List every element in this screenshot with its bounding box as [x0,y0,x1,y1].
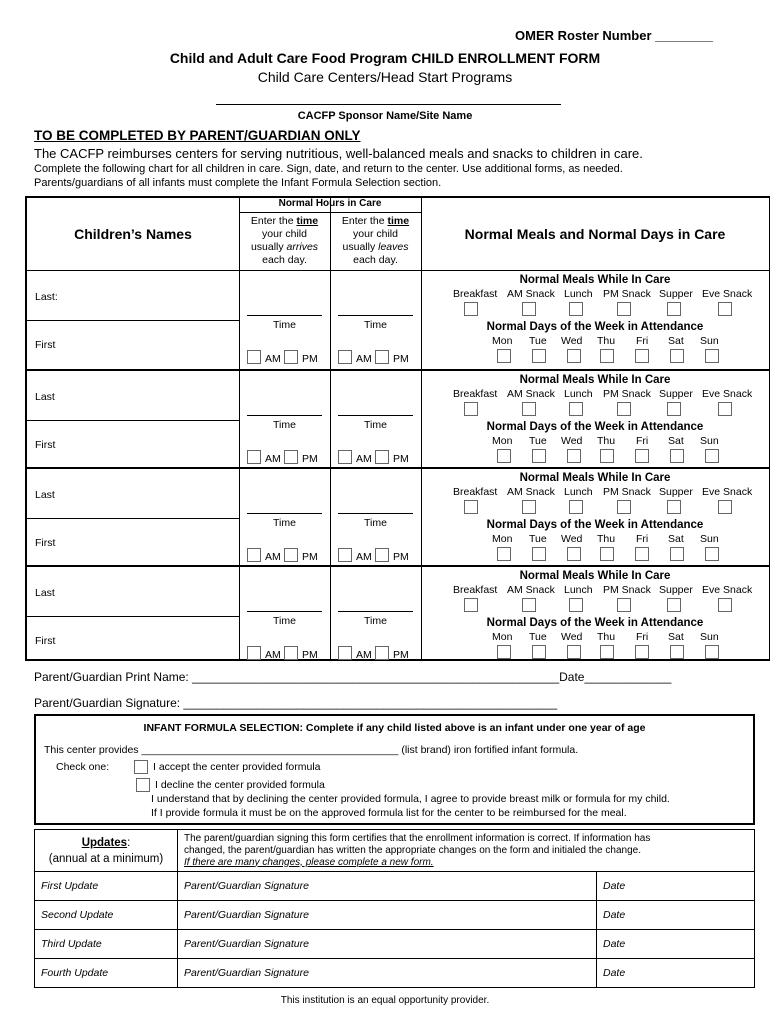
day-checkbox[interactable] [497,645,511,659]
parent-heading: TO BE COMPLETED BY PARENT/GUARDIAN ONLY [34,128,361,143]
pm-label: PM [302,453,318,465]
day-label: Sun [700,631,719,643]
day-label: Sat [668,631,684,643]
time-label: Time [364,615,387,627]
meal-label: Supper [659,584,693,596]
update-row [35,959,755,988]
am-label: AM [356,453,372,465]
meal-checkbox[interactable] [617,500,631,514]
meal-label: Breakfast [453,584,498,596]
day-checkbox[interactable] [705,449,719,463]
day-label: Wed [561,533,583,545]
meal-checkbox[interactable] [522,302,536,316]
meal-label: Lunch [564,486,593,498]
updates-header: Updates: (annual at a minimum) [35,830,178,872]
accept-formula-label: I accept the center provided formula [153,761,321,773]
day-checkbox[interactable] [600,449,614,463]
meal-label: AM Snack [507,584,555,596]
am-label: AM [265,649,281,661]
day-checkbox[interactable] [532,449,546,463]
update-date-field[interactable]: Date [597,930,755,959]
meal-checkbox[interactable] [522,598,536,612]
time-label: Time [364,517,387,529]
day-label: Wed [561,435,583,447]
time-label: Time [273,615,296,627]
leave-pm-checkbox[interactable] [375,450,389,464]
update-signature-field[interactable]: Parent/Guardian Signature [178,959,597,988]
meal-label: Breakfast [453,388,498,400]
meal-checkbox[interactable] [667,402,681,416]
days-heading: Normal Days of the Week in Attendance [486,519,704,531]
meal-checkbox[interactable] [667,500,681,514]
day-label: Sun [700,533,719,545]
update-label: First Update [35,872,178,901]
meals-heading: Normal Meals While In Care [519,472,671,484]
update-date-field[interactable]: Date [597,901,755,930]
time-label: Time [273,419,296,431]
meal-label: Supper [659,388,693,400]
leave-time-field[interactable] [338,513,413,514]
last-name-label: Last [35,489,55,501]
meals-heading: Normal Meals While In Care [519,374,671,386]
meal-checkbox[interactable] [718,500,732,514]
pm-label: PM [393,353,409,365]
day-label: Sat [668,435,684,447]
meal-label: AM Snack [507,388,555,400]
day-checkbox[interactable] [635,349,649,363]
day-label: Mon [492,631,513,643]
children-table [25,196,770,661]
arrive-pm-checkbox[interactable] [284,450,298,464]
meal-checkbox[interactable] [569,402,583,416]
day-label: Mon [492,335,513,347]
last-name-label: Last [35,587,55,599]
arrive-pm-checkbox[interactable] [284,646,298,660]
intro-line-2: Complete the following chart for all children in care. Sign, date, and return to the center. Use additional forms, as needed. [34,163,623,175]
footer-note: This institution is an equal opportunity provider. [280,995,490,1006]
day-checkbox[interactable] [567,645,581,659]
day-checkbox[interactable] [635,645,649,659]
child-row [27,271,769,369]
day-label: Fri [636,631,649,643]
last-name-label: Last: [35,291,58,303]
child-row [27,369,769,469]
day-label: Tue [529,533,547,545]
meals-heading: Normal Meals While In Care [519,570,671,582]
child-row [27,565,769,665]
am-label: AM [265,551,281,563]
day-label: Tue [529,631,547,643]
infant-title: INFANT FORMULA SELECTION: Complete if any child listed above is an infant under one year of age [143,722,646,734]
formula-brand-line[interactable]: This center provides ____________________________________________ (list brand) iron fortified infant formula. [44,744,579,756]
day-checkbox[interactable] [670,349,684,363]
am-label: AM [356,649,372,661]
day-checkbox[interactable] [670,645,684,659]
meal-checkbox[interactable] [464,402,478,416]
update-row [35,930,755,959]
meal-checkbox[interactable] [464,598,478,612]
days-heading: Normal Days of the Week in Attendance [486,321,704,333]
time-label: Time [364,419,387,431]
intro-line-3: Parents/guardians of all infants must complete the Infant Formula Selection section. [34,177,442,189]
decline-formula-label: I decline the center provided formula [155,779,325,791]
intro-line-1: The CACFP reimburses centers for serving nutritious, well-balanced meals and snacks to children in care. [34,146,643,161]
days-heading: Normal Days of the Week in Attendance [486,617,704,629]
day-label: Fri [636,335,649,347]
arrive-am-checkbox[interactable] [247,350,261,364]
day-label: Fri [636,435,649,447]
day-checkbox[interactable] [532,645,546,659]
day-label: Thu [597,631,616,643]
day-label: Thu [597,435,616,447]
normal-hours-title: Normal Hours in Care [239,198,421,213]
updates-certification: The parent/guardian signing this form certifies that the enrollment information is correct. If information has changed, the parent/guardian has written the appropriate changes on the form and initialed the change. If there are many changes, please complete a new form. [178,830,755,872]
update-row [35,901,755,930]
time-label: Time [273,319,296,331]
pm-label: PM [302,551,318,563]
leave-am-checkbox[interactable] [338,350,352,364]
meal-label: Lunch [564,388,593,400]
update-signature-field[interactable]: Parent/Guardian Signature [178,901,597,930]
update-label: Fourth Update [35,959,178,988]
pm-label: PM [393,551,409,563]
pm-label: PM [393,453,409,465]
pm-label: PM [302,353,318,365]
am-label: AM [265,353,281,365]
meal-checkbox[interactable] [617,302,631,316]
day-label: Tue [529,435,547,447]
day-checkbox[interactable] [567,547,581,561]
meal-checkbox[interactable] [718,402,732,416]
leave-am-checkbox[interactable] [338,646,352,660]
meal-checkbox[interactable] [522,500,536,514]
day-checkbox[interactable] [497,449,511,463]
meal-checkbox[interactable] [569,598,583,612]
day-checkbox[interactable] [600,645,614,659]
meal-label: AM Snack [507,288,555,300]
meal-label: AM Snack [507,486,555,498]
leave-am-checkbox[interactable] [338,548,352,562]
arrive-am-checkbox[interactable] [247,548,261,562]
normal-meals-header: Normal Meals and Normal Days in Care [464,226,726,242]
roster-number: OMER Roster Number ________ [515,28,713,43]
leave-time-field[interactable] [338,315,413,316]
meal-label: PM Snack [603,486,651,498]
leave-pm-checkbox[interactable] [375,548,389,562]
first-name-label: First [35,339,56,351]
meal-label: Eve Snack [702,486,753,498]
parent-signature[interactable]: Parent/Guardian Signature: ________________________________________________________ [34,696,558,710]
time-label: Time [364,319,387,331]
day-label: Thu [597,533,616,545]
arrive-time-field[interactable] [247,415,322,416]
day-label: Wed [561,335,583,347]
day-checkbox[interactable] [532,547,546,561]
day-checkbox[interactable] [600,547,614,561]
day-checkbox[interactable] [497,349,511,363]
day-checkbox[interactable] [705,645,719,659]
day-checkbox[interactable] [670,449,684,463]
meal-label: Eve Snack [702,388,753,400]
update-signature-field[interactable]: Parent/Guardian Signature [178,872,597,901]
arrive-pm-checkbox[interactable] [284,350,298,364]
meal-checkbox[interactable] [667,598,681,612]
day-label: Sat [668,533,684,545]
pm-label: PM [302,649,318,661]
day-checkbox[interactable] [635,449,649,463]
accept-formula-checkbox[interactable] [134,760,148,774]
infant-formula-section [34,714,755,825]
form-subtitle: Child Care Centers/Head Start Programs [257,69,513,85]
day-label: Sun [700,335,719,347]
update-date-field[interactable]: Date [597,872,755,901]
arrive-pm-checkbox[interactable] [284,548,298,562]
update-signature-field[interactable]: Parent/Guardian Signature [178,930,597,959]
meal-checkbox[interactable] [667,302,681,316]
day-checkbox[interactable] [670,547,684,561]
day-label: Tue [529,335,547,347]
pm-label: PM [393,649,409,661]
first-name-label: First [35,537,56,549]
meal-label: Lunch [564,584,593,596]
day-checkbox[interactable] [567,449,581,463]
meals-heading: Normal Meals While In Care [519,274,671,286]
meal-label: Supper [659,288,693,300]
meal-label: Eve Snack [702,584,753,596]
leave-time-field[interactable] [338,415,413,416]
leave-instructions: Enter the time your child usually leaves each day. [341,215,410,266]
meal-label: Lunch [564,288,593,300]
am-label: AM [356,353,372,365]
day-label: Mon [492,435,513,447]
leave-pm-checkbox[interactable] [375,646,389,660]
update-row [35,872,755,901]
arrive-time-field[interactable] [247,315,322,316]
days-heading: Normal Days of the Week in Attendance [486,421,704,433]
arrive-instructions: Enter the time your child usually arrives each day. [250,215,319,266]
meal-checkbox[interactable] [569,500,583,514]
first-name-label: First [35,439,56,451]
children-names-header: Children’s Names [74,226,192,242]
sponsor-name-field[interactable] [216,104,561,105]
meal-label: Supper [659,486,693,498]
meal-label: PM Snack [603,288,651,300]
day-checkbox[interactable] [705,349,719,363]
arrive-am-checkbox[interactable] [247,646,261,660]
first-name-label: First [35,635,56,647]
day-label: Thu [597,335,616,347]
form-title: Child and Adult Care Food Program CHILD ENROLLMENT FORM [169,50,601,66]
arrive-am-checkbox[interactable] [247,450,261,464]
leave-am-checkbox[interactable] [338,450,352,464]
leave-time-field[interactable] [338,611,413,612]
am-label: AM [265,453,281,465]
day-checkbox[interactable] [705,547,719,561]
day-label: Sat [668,335,684,347]
day-checkbox[interactable] [600,349,614,363]
update-date-field[interactable]: Date [597,959,755,988]
day-label: Sun [700,435,719,447]
meal-checkbox[interactable] [464,302,478,316]
meal-checkbox[interactable] [569,302,583,316]
child-row [27,467,769,567]
meal-checkbox[interactable] [522,402,536,416]
meal-checkbox[interactable] [718,302,732,316]
update-label: Third Update [35,930,178,959]
sponsor-label: CACFP Sponsor Name/Site Name [297,110,473,122]
meal-label: PM Snack [603,584,651,596]
last-name-label: Last [35,391,55,403]
decline-formula-checkbox[interactable] [136,778,150,792]
time-label: Time [273,517,296,529]
decline-note-2: If I provide formula it must be on the approved formula list for the center to be reimbursed for the meal. [151,807,627,819]
meal-checkbox[interactable] [464,500,478,514]
check-one-label: Check one: [56,761,110,773]
day-checkbox[interactable] [567,349,581,363]
meal-label: Eve Snack [702,288,753,300]
day-checkbox[interactable] [532,349,546,363]
am-label: AM [356,551,372,563]
day-label: Mon [492,533,513,545]
updates-table [34,829,755,988]
arrive-time-field[interactable] [247,513,322,514]
update-label: Second Update [35,901,178,930]
meal-label: Breakfast [453,486,498,498]
arrive-time-field[interactable] [247,611,322,612]
day-label: Wed [561,631,583,643]
day-checkbox[interactable] [497,547,511,561]
decline-note-1: I understand that by declining the center provided formula, I agree to provide breast milk or formula for my child. [151,793,670,805]
meal-checkbox[interactable] [617,598,631,612]
day-checkbox[interactable] [635,547,649,561]
day-label: Fri [636,533,649,545]
meal-label: Breakfast [453,288,498,300]
parent-print-name[interactable]: Parent/Guardian Print Name: _______________________________________________________Date_____________ [34,670,672,684]
meal-checkbox[interactable] [718,598,732,612]
leave-pm-checkbox[interactable] [375,350,389,364]
meal-checkbox[interactable] [617,402,631,416]
meal-label: PM Snack [603,388,651,400]
